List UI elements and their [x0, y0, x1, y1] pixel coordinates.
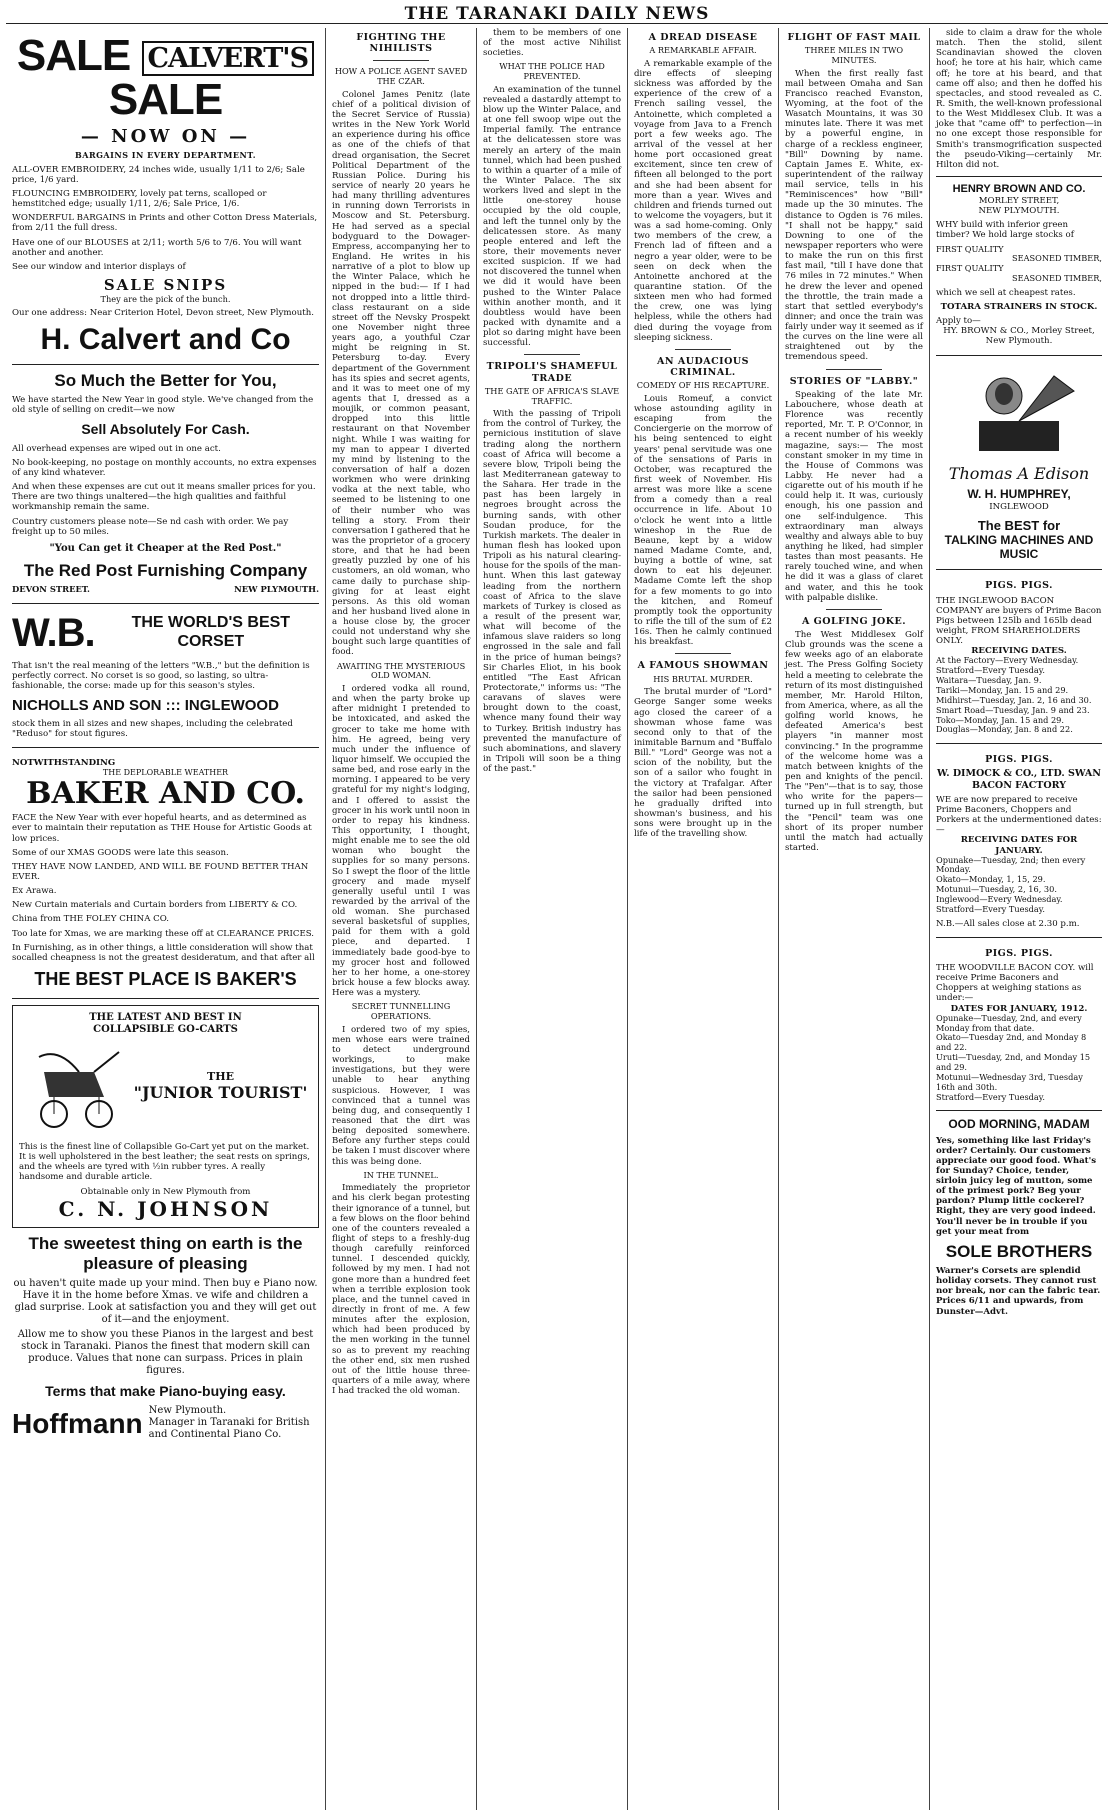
red-post-firm: The Red Post Furnishing Company [23, 560, 308, 580]
list-item: Douglas—Monday, Jan. 8 and 22. [936, 724, 1073, 735]
hoffmann-town: New Plymouth. [148, 1405, 227, 1417]
baker-p8: In Furnishing, as in other things, a little consideration will show that socalled cheapness is not the greatest desideratum, and that after all [12, 942, 315, 963]
list-item: Uruti—Tuesday, 2nd, and Monday 15 and 29. [936, 1052, 1091, 1072]
article-text: A remarkable example of the dire effects of sleeping sickness was afforded by the experience of the crew of a French sailing vessel, the Antoinette, which completed a voyage from Java to a French port a few weeks ago. The arrival of the vessel at her home port occasioned great excitement, since ten crew of fifteen all belonged to the port and she had been absent for more than a year. Wives and children and friends turned out to welcome the voyagers, but it was a sad home-coming. Only two members of the crew, a French lad of fifteen and a negro a year older, were to be seen on deck when the Antoinette anchored at the quarantine station. Of the sixteen men who had formed the crew, one was lying helpless, while the others had died during the voyage from sleeping sickness. [634, 58, 772, 343]
brown-sign: HY. BROWN & CO., Morley Street, New Plymouth. [943, 326, 1095, 347]
timber-q4: SEASONED TIMBER, [1012, 273, 1102, 284]
pigs-dates: RECEIVING DATES FOR JANUARY. [960, 835, 1078, 856]
subhead: AWAITING THE MYSTERIOUS OLD WOMAN. [336, 660, 466, 681]
article-text: Immediately the proprietor and his clerk began protesting their ignorance of a tunnel, but a few blows on the floor behind one of the counters revealed a flight of steps to a freshly-dug though carefully reinforced tunnel. I descended quickly, followed by my men. I had not gone more than a hundred feet when a terrible explosion took place, and the tunnel caved in directly in front of me. A few minutes after the explosion, which had been produced by the men working in the tunnel so as to prevent my reaching the other end, six men rushed out of the little house three-quarters of a mile away, where I had tracked the old woman. [332, 1183, 470, 1397]
subhead: SECRET TUNNELLING OPERATIONS. [351, 1001, 451, 1021]
divider [675, 349, 730, 350]
hoffmann-text: ou haven't quite made up your mind. Then buy e Piano now. Have it in the home before Xmas. ve wife and children a glad surprise. Look at satisfaction you and they will get out of it—and the enjoyment. [13, 1278, 318, 1325]
sale-item: FLOUNCING EMBROIDERY, lovely pat terns, scalloped or hemstitched edge; usually 1/11, 2/6; Sale Price, 1/6. [12, 188, 267, 210]
timber-q1: FIRST QUALITY [936, 243, 1004, 254]
article-text: The brutal murder of "Lord" George Sanger some weeks ago closed the career of a showman whose fame was second only to that of the inimitable Barnum and "Buffalo Bill." "Lord" George was not a scion of the nobility, but the son of a sailor who fought in the victory at Trafalgar. After the sailor had been pensioned he gradually drifted into showman's business, and his sons were brought up in the life of the travelling show. [634, 687, 772, 840]
red-post-cheaper: "You Can get it Cheaper at the Red Post." [49, 542, 282, 554]
pigs-text: THE WOODVILLE BACON COY. will receive Prime Baconers and Choppers at weighing stations as under:— [936, 963, 1094, 1004]
list-item: Opunake—Tuesday, 2nd, and every Monday from that date. [936, 1012, 1082, 1033]
divider [675, 653, 730, 654]
divider [524, 354, 579, 355]
sale-word-right: SALE [108, 75, 223, 124]
list-item: Opunake—Tuesday, 2nd; then every Monday. [936, 854, 1086, 875]
article-column-3 [477, 28, 628, 1810]
johnson-body [19, 1036, 312, 1138]
timber-q2: FIRST QUALITY [936, 263, 1004, 274]
johnson-obtain: Obtainable only in New Plymouth from [80, 1187, 251, 1198]
johnson-l2: COLLAPSIBLE GO-CARTS [93, 1024, 238, 1036]
list-item: Smart Road—Tuesday, Jan. 9 and 23. [936, 704, 1090, 715]
subhead: IN THE TUNNEL. [363, 1169, 439, 1180]
sale-banner [12, 31, 319, 124]
pigs-text: WE are now prepared to receive Prime Baconers, Choppers and Porkers at the undermentioned dates:— [936, 794, 1102, 836]
good-morning: OOD MORNING, MADAM [948, 1117, 1090, 1132]
baker-best: THE BEST PLACE IS BAKER'S [34, 969, 297, 989]
red-post-p3: No book-keeping, no postage on monthly accounts, no extra expenses of any kind whatever. [12, 457, 317, 479]
baker-p5: New Curtain materials and Curtain borders from LIBERTY & CO. [12, 900, 298, 911]
johnson-l1: THE LATEST AND BEST IN [89, 1012, 242, 1024]
subhead: THREE MILES IN TWO MINUTES. [804, 45, 904, 65]
calvert-address: Our one address: Near Criterion Hotel, Devon street, New Plymouth. [12, 308, 314, 319]
timber-list [936, 245, 1102, 284]
list-item: At the Factory—Every Wednesday. [936, 655, 1079, 666]
headline-golf: A GOLFING JOKE. [801, 615, 907, 627]
hoffmann-sign [12, 1405, 319, 1440]
list-item: Okato—Tuesday 2nd, and Monday 8 and 22. [936, 1032, 1087, 1053]
red-post-p1: We have started the New Year in good style. We've changed from the old style of selling on credit—we now [12, 394, 314, 416]
brown-street: MORLEY STREET, [978, 195, 1060, 206]
sole-text: Yes, something like last Friday's order? Certainly. Our customers appreciate our good food. What's for Sunday? Choice, tender, sirloin juicy leg of mutton, some of the primest pork? Beg your pardon? Plump little cockerel? Right, they are very good indeed. You'll never be in trouble if you get your meat from [936, 1135, 1097, 1237]
baker-p2: Some of our XMAS GOODS were late this season. [12, 847, 229, 858]
sale-item: ALL-OVER EMBROIDERY, 24 inches wide, usually 1/11 to 2/6; Sale price, 1/6 yard. [12, 164, 305, 185]
baker-p7: Too late for Xmas, we are marking these off at CLEARANCE PRICES. [12, 928, 315, 939]
red-post-cash: Sell Absolutely For Cash. [81, 421, 250, 438]
johnson-text: This is the finest line of Collapsible Go-Cart yet put on the market. It is well upholstered in the best leather; the seat rests on springs, and the wheels are tyred with ½in rubber tyres. A really handsome and durable article. [19, 1141, 310, 1183]
list-item: Tariki—Monday, Jan. 15 and 29. [936, 684, 1069, 695]
article-text: With the passing of Tripoli from the control of Turkey, the pernicious institution of slave trading along the northern coast of Africa will become a severe blow, Tripoli being the last Mediterranean gateway to the Sahara. Her trade in the past has been largely in negroes brought across the burning sands, with other Soudan produce, for the Turkish markets. The dealer in human flesh has looked upon Tripoli as his natural clearing-house for the spoils of the man-hunt. When this last gateway leading from the northern coast of Africa to the slave markets of Turkey is closed as a result of the present war, what will become of the infamous slave raiders so long engrossed in the sale and fall in the price of human beings? Sir Charles Eliot, in his book entitled "The East African Protectorate," informs us: "The caravans of slaves were brought down to the coast, whence many found their way to Turkey. British industry has prevented the manufacture of such abominations, and slavery in Tripoli will soon be a thing of the past." [483, 409, 621, 775]
hoffmann-manager: Manager in Taranaki for British and Continental Piano Co. [148, 1416, 310, 1440]
junior-tourist: "JUNIOR TOURIST' [133, 1082, 308, 1102]
calverts-word: CALVERT'S [142, 41, 315, 76]
subhead: THE GATE OF AFRICA'S SLAVE TRAFFIC. [484, 385, 620, 406]
pigs-title: PIGS. PIGS. [985, 754, 1053, 766]
pigs-list [936, 1014, 1102, 1103]
list-item: Stratford—Every Tuesday. [936, 1091, 1045, 1102]
hoffmann-terms: Terms that make Piano-buying easy. [45, 1382, 286, 1399]
headline-nihilists: FIGHTING THE NIHILISTS [356, 32, 446, 55]
hoffmann-t1: The sweetest thing on earth is the [28, 1234, 303, 1254]
pigs-ad-3 [936, 938, 1102, 1112]
brown-p1: WHY build with inferior green timber? We hold large stocks of [936, 220, 1074, 241]
headline-tripoli: TRIPOLI'S SHAMEFUL TRADE [486, 361, 618, 384]
snips-sub: They are the pick of the bunch. [100, 293, 231, 304]
pigs-ad-2 [936, 744, 1102, 938]
calvert-sale-ad [12, 28, 319, 365]
article-text: Colonel James Penitz (late chief of a political division of the Secret Service of Russia) writes in the New York World an experience during his office as one of the chiefs of that dread organisation, the Secret Political Department of the Russian Police. During his service of nearly 20 years he had many thrilling adventures in running down Terrorists in Moscow and St. Petersburg. He had served as a special bodyguard to the Dowager-Empress, accompanying her to England. He writes in his narrative of a plot to blow up the Winter Palace, which he nipped in the bud:— If I had not dropped into a little third-class restaurant on a side street off the Nevsky Prospekt one November night three years ago, a youthful Czar might be reigning in St. Petersburg to-day. Every department of the Government has its spies and secret agents, and it was to meet one of my agents that I, dressed as a moujik, or common peasant, dropped into this little restaurant on that November night. While I was waiting for my man to appear I diverted my mind by listening to the conversation of half a dozen workmen who were drinking vodka at the next table, who seemed to be listening to one of their number who was telling a story. From their conversation I gathered that he was the proprietor of a grocery store, and that he had been greatly puzzled by one of his customers, an old woman, who came daily to purchase ship-giving for at least eight persons. As this old woman and her husband lived alone in a house close by, the grocer could not understand why she bought such large quantities of food. [332, 89, 470, 658]
baker-p6: China from THE FOLEY CHINA CO. [12, 914, 169, 925]
pigs-title: PIGS. PIGS. [985, 580, 1053, 592]
humphrey-best: The BEST for [977, 517, 1061, 533]
article-text: I ordered vodka all round, and when the party broke up after midnight I pretended to be intoxicated, and asked the grocer to take me home with him. He agreed, being very much under the influence of liquor himself. We occupied the same bed, and rose early in the morning. I appeared to be very grateful for my night's lodging, and I offered to assist the grocer in his work until noon in order to repay his kindness. This opportunity, I thought, might enable me to see the old woman who bought the supplies for so many persons. So I swept the floor of the little grocery and made myself generally useful until I was rewarded by the arrival of the old woman. She purchased several basketsful of supplies, paid for them with a gold piece, and departed. I immediately bade good-bye to my grocer host and followed her to her home, a one-storey brick house a few blocks away. Here was a mystery. [332, 683, 470, 999]
list-item: Midhirst—Tuesday, Jan. 2, 16 and 30. [936, 694, 1092, 705]
phonograph-icon [959, 366, 1079, 461]
list-item: Toko—Monday, Jan. 15 and 29. [936, 714, 1064, 725]
red-post-town: NEW PLYMOUTH. [234, 583, 319, 594]
brown-strainers: TOTARA STRAINERS IN STOCK. [940, 302, 1098, 313]
pigs-dates: RECEIVING DATES. [971, 646, 1067, 657]
subhead: A REMARKABLE AFFAIR. [649, 45, 757, 56]
article-text: When the first really fast mail between Omaha and San Francisco reached Evanston, Wyoming, at the foot of the Wasatch Mountains, it was 30 minutes late. There it was met by a powerful engine, in charge of a reckless engineer, "Bill" Downing by name. Captain James E. White, ex-superintendent of the railway mail service, tells in his "Reminiscences" how "Bill" made up the 30 minutes. The distance to Ogden is 76 miles. "I shall not be happy," said Downing to one of the newspaper reporters who were to make the run on this first fast mail, "till I have done that 76 miles in 72 minutes." When he drew the lever and opened the throttle, the train made a start that settled everybody's dinner; and once the train was fairly under way it seemed as if the curves on the line were all straightened out by the tremendous speed. [785, 68, 923, 363]
nicholls-firm: NICHOLLS AND SON ::: INGLEWOOD [12, 697, 279, 715]
humphrey-town: INGLEWOOD [989, 501, 1049, 512]
johnson-firm: C. N. JOHNSON [58, 1196, 273, 1221]
johnson-l3: THE [207, 1069, 234, 1083]
red-post-address [12, 585, 319, 595]
article-text: side to claim a draw for the whole match. Then the stolid, silent Scandinavian showed the cloven hoof; he tore at his hair, which came off; he tore at his beard, and that came off also; and then he doffed his spectacles, and stood revealed as C. R. Smith, the well-known professional to the West Middlesex Club. It was a joke that "came off" to perfection—in no one except those responsible for Smith's transmogrification suspected the pseudo-Viking—certainly Mr. Hilton did not. [936, 28, 1102, 170]
wb-letters: W.B. [12, 610, 95, 655]
humphrey-ad [936, 356, 1102, 571]
list-item: Inglewood—Every Wednesday. [936, 894, 1063, 905]
brown-ad [936, 176, 1102, 356]
article-text: them to be members of one of the most active Nihilist societies. [483, 28, 621, 59]
list-item: Motunui—Tuesday, 2, 16, 30. [936, 884, 1057, 895]
list-item: Stratford—Every Tuesday. [936, 903, 1045, 914]
divider [826, 609, 881, 610]
divider [373, 60, 428, 61]
pigs-list [936, 856, 1102, 915]
sale-item: Have one of our BLOUSES at 2/11; worth 5/6 to 7/6. You will want another and another. [12, 237, 302, 258]
sole-foot: Warner's Corsets are splendid holiday corsets. They cannot rust nor break, nor can the fabric tear. Prices 6/11 and upwards, from Dunster—Advt. [936, 1265, 1101, 1317]
pigs-agents: N.B.—All sales close at 2.30 p.m. [936, 918, 1080, 929]
sale-word-left: SALE [16, 31, 131, 80]
hoffmann-firm: Hoffmann [12, 1408, 143, 1440]
edison-signature: Thomas A Edison [948, 463, 1090, 483]
pigs-title: PIGS. PIGS. [985, 947, 1053, 959]
johnson-ad [12, 1005, 319, 1228]
headline-showman: A FAMOUS SHOWMAN [637, 660, 769, 672]
baker-weather: THE DEPLORABLE WEATHER [102, 768, 229, 778]
brown-firm: HENRY BROWN AND CO. [952, 182, 1086, 195]
timber-q3: SEASONED TIMBER, [1012, 253, 1102, 264]
sole-ad [936, 1111, 1102, 1324]
subhead: HOW A POLICE AGENT SAVED THE CZAR. [334, 66, 468, 87]
hoffmann-address [149, 1405, 319, 1440]
now-on: — NOW ON — [80, 126, 251, 147]
red-post-street: DEVON STREET. [12, 583, 90, 594]
humphrey-firm: W. H. HUMPHREY, [967, 487, 1071, 502]
headline-fast-mail: FLIGHT OF FAST MAIL [787, 32, 921, 43]
ads-column-right [930, 28, 1108, 1810]
article-column-5 [779, 28, 930, 1810]
johnson-title-block [129, 1071, 312, 1103]
sale-item: WONDERFUL BARGAINS in Prints and other Cotton Dress Materials, from 2/11 the full dress. [12, 213, 318, 234]
red-post-ad [12, 365, 319, 604]
subhead: WHAT THE POLICE HAD PREVENTED. [499, 61, 605, 82]
baker-notwithstanding: NOTWITHSTANDING [12, 758, 116, 769]
swan-firm: W. DIMOCK & CO., LTD. SWAN BACON FACTORY [937, 768, 1101, 791]
brown-p2: which we sell at cheapest rates. [936, 287, 1076, 298]
bargains-line: BARGAINS IN EVERY DEPARTMENT. [74, 150, 257, 161]
ads-column [6, 28, 326, 1810]
hoffmann-ad [12, 1228, 319, 1448]
wb-text: That isn't the real meaning of the letters "W.B.," but the definition is perfectly correct. No corset is so good, so lasting, so ultra-fashionable, the corse: made up for this season's styles. [12, 660, 310, 692]
article-column-2 [326, 28, 477, 1810]
list-item: Okato—Monday, 1, 15, 29. [936, 874, 1046, 885]
red-post-p2: All overhead expenses are wiped out in one act. [12, 443, 221, 454]
article-column-4 [628, 28, 779, 1810]
columns [6, 28, 1108, 1810]
divider [826, 369, 881, 370]
pigs-text: THE INGLEWOOD BACON COMPANY are buyers of Prime Bacon Pigs between 125lb and 165lb dead weight, FROM SHAREHOLDERS ONLY. [936, 595, 1102, 647]
headline-labby: STORIES OF "LABBY." [789, 375, 919, 387]
humphrey-talking: TALKING MACHINES AND MUSIC [944, 533, 1094, 562]
wb-corset-ad [12, 604, 319, 749]
baker-p1: FACE the New Year with ever hopeful hearts, and as determined as ever to maintain their reputation as THE House for Artistic Goods at low prices. [12, 813, 312, 844]
red-post-title: So Much the Better for You, [54, 370, 277, 390]
sale-item: See our window and interior displays of [12, 261, 186, 272]
list-item: Stratford—Every Tuesday. [936, 665, 1045, 676]
red-post-p4: And when these expenses are cut out it means smaller prices for you. There are two things unaltered—the high qualities and faithful workmanship remain the same. [12, 482, 316, 513]
red-post-p5: Country customers please note—Se nd cash with order. We pay freight up to 50 miles. [12, 516, 289, 537]
brown-town: NEW PLYMOUTH. [978, 206, 1060, 217]
baker-firm: BAKER AND CO. [26, 775, 305, 811]
pigs-dates: DATES FOR JANUARY, 1912. [950, 1003, 1088, 1014]
article-text: The West Middlesex Golf Club grounds was the scene a few weeks ago of an elaborate jest. The Press Golfing Society held a meeting to celebrate the return of its most distinguished member, Mr. Harold Hilton, from America, where, as all the golfing world knows, he defeated America's best players "in manner most convincing." In the programme of the welcome home was a match between knights of the pen and knights of the pencil. The "Pen"—that is to say, those who write for the papers—turned up in full strength, but the "Pencil" team was one short of its proper number until the match had actually started. [785, 629, 923, 853]
brown-apply: Apply to— [936, 316, 981, 327]
calvert-firm: H. Calvert and Co [40, 323, 291, 357]
wb-title: THE WORLD'S BEST CORSET [131, 614, 291, 651]
article-text: An examination of the tunnel revealed a dastardly attempt to blow up the Winter Palace, and at one fell swoop wipe out the Imperial family. The entrance at the delicatessen store was merely an artery of the main tunnel, which had been pushed to within a quarter of a mile of the Winter Palace. The six workers lived and slept in the little one-storey house occupied by the old couple, and left the tunnel only by the delicatessen store. As many people entered and left the store, their movements never excited suspicion. If we had not discovered the tunnel when we did it would have been pushed to the Winter Palace within another month, and it doubtless would have been packed with dynamite and a plot so daring might have been successful. [483, 84, 621, 349]
sole-firm: SOLE BROTHERS [945, 1241, 1093, 1261]
sale-snips: SALE SNIPS [103, 275, 228, 294]
wb-header [12, 610, 319, 657]
headline-disease: A DREAD DISEASE [648, 32, 758, 43]
baker-p4: Ex Arawa. [12, 886, 57, 897]
article-text: Speaking of the late Mr. Labouchere, whose death at Florence was recently reported, Mr. T. P. O'Connor, in a recent number of his weekly magazine, says:— The most constant smoker in my time in the House of Commons was Labby. He never had a cigarette out of his mouth if he could help it. It was, curiously enough, his one passion and one self-indulgence. This extraordinary man always wealthy and always able to buy anything he liked, had simpler tastes than most peasants. He rarely touched wine, and when he did it was a glass of claret and water, and this he took with palpable dislike. [785, 389, 923, 603]
subhead: HIS BRUTAL MURDER. [653, 673, 753, 684]
pigs-ad-1 [936, 570, 1102, 744]
go-cart-icon [19, 1042, 129, 1132]
masthead: THE TARANAKI DAILY NEWS [6, 4, 1108, 24]
article-text: Louis Romeuf, a convict whose astounding agility in escaping from the Conciergerie on the morrow of his being sentenced to eight years' penal servitude was one of the sensations of Paris in October, was recaptured the first week of November. His arrest was more like a scene from a comedy than a real occurrence in life. About 10 o'clock he went into a little wineshop in the Rue de Beaune, kept by a widow named Madame Comte, and, buying a bottle of wine, sat down to eat his dejeuner. Madame Comte left the shop for a few moments to go into the kitchen, and Romeuf promptly took the opportunity to rifle the till of the sum of £2 16s. Then he calmly continued his breakfast. [634, 393, 772, 648]
headline-criminal: AN AUDACIOUS CRIMINAL. [656, 355, 750, 379]
hoffmann-t2: pleasure of pleasing [83, 1254, 248, 1274]
pigs-list [936, 656, 1102, 735]
hoffmann-text2: Allow me to show you these Pianos in the largest and best stock in Taranaki. Pianos the finest that modern skill can produce. Values that none can surpass. Prices in plain figures. [17, 1329, 314, 1376]
article-text: I ordered two of my spies, men whose ears were trained to detect underground workings, to make investigations, but they were unable to hear anything suspicious. However, I was convinced that a tunnel was being dug, and consequently I reasoned that the dirt was being deposited somewhere. Before any further steps could be taken I must discover where this was being done. [332, 1024, 470, 1167]
wb-stock: stock them in all sizes and new shapes, including the celebrated "Reduso" for stout figures. [12, 718, 293, 740]
baker-ad [12, 748, 319, 999]
baker-p3: THEY HAVE NOW LANDED, AND WILL BE FOUND BETTER THAN EVER. [12, 861, 309, 883]
subhead: COMEDY OF HIS RECAPTURE. [636, 380, 770, 391]
list-item: Motunui—Wednesday 3rd, Tuesday 16th and 30th. [936, 1071, 1083, 1092]
list-item: Waitara—Tuesday, Jan. 9. [936, 675, 1042, 686]
